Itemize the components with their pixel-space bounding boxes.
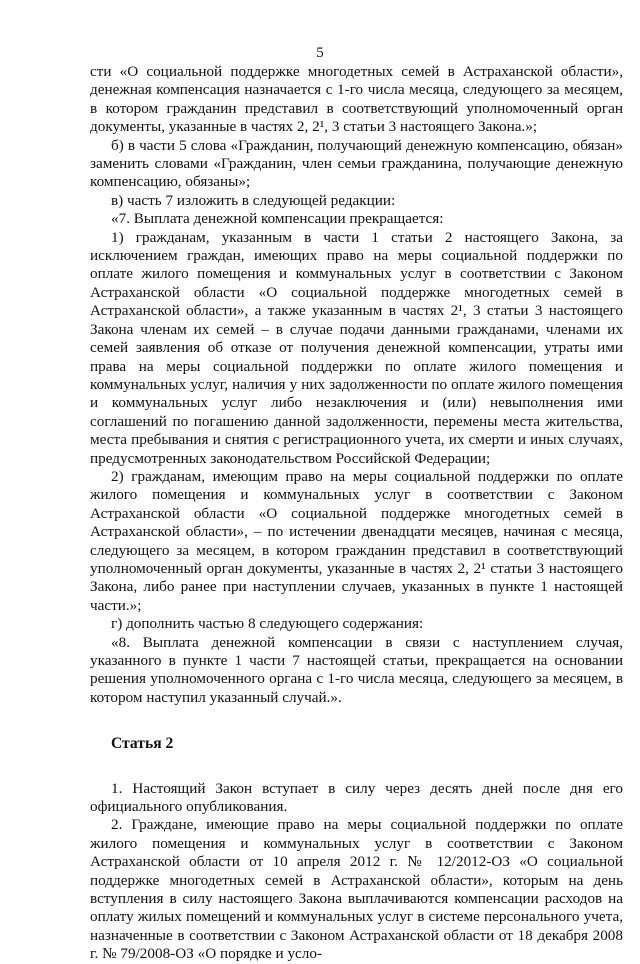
paragraph-continuation: сти «О социальной поддержке многодетных семей в Астраханской области», денежная компенсация назначается с 1-го числа месяца, следующего за месяцем, в котором гражданин представил в соответствующий уполномоченный орган документы, указанные в частях 2, 2¹, 3 статьи 3 настоящего Закона.»; — [90, 63, 623, 136]
paragraph-item-g: г) дополнить частью 8 следующего содержания: — [111, 615, 424, 633]
paragraph-article-2-part-1: 1. Настоящий Закон вступает в силу через десять дней после дня его официального опубликования. — [90, 779, 623, 816]
paragraph-item-b: б) в части 5 слова «Гражданин, получающий денежную компенсацию, обязан» заменить словами «Гражданин, член семьи гражданина, получающие денежную компенсацию, обязаны»; — [90, 136, 623, 191]
document-body — [90, 63, 623, 964]
page-number: 5 — [316, 45, 324, 61]
paragraph-part-8: «8. Выплата денежной компенсации в связи с наступлением случая, указанного в пункте 1 части 7 настоящей статьи, прекращается на основании решения уполномоченного органа с 1-го числа месяца, следующего за месяцем, в котором наступил указанный случай.». — [90, 633, 623, 706]
section-spacer — [90, 754, 623, 780]
paragraph-part-7-intro: «7. Выплата денежной компенсации прекращается: — [111, 210, 444, 228]
article-heading: Статья 2 — [111, 735, 174, 753]
paragraph-item-v: в) часть 7 изложить в следующей редакции: — [111, 191, 396, 209]
paragraph-article-2-part-2: 2. Граждане, имеющие право на меры социальной поддержки по оплате жилого помещения и коммунальных услуг в соответствии с Законом Астраханской области от 10 апреля 2012 г. № 12/2012-ОЗ «О социальной поддержке многодетных семей в Астраханской области», которым на день вступления в силу настоящего Закона выплачиваются компенсации расходов на оплату жилых помещений и коммунальных услуг в системе персонального учета, назначенные в соответствии с Законом Астраханской области от 18 декабря 2008 г. № 79/2008-ОЗ «О порядке и усло- — [90, 816, 623, 963]
paragraph-part-7-point-2: 2) гражданам, имеющим право на меры социальной поддержки по оплате жилого помещения и коммунальных услуг в соответствии с Законом Астраханской области «О социальной поддержке многодетных семей в Астраханской области», – по истечении двенадцати месяцев, начиная с месяца, следующего за месяцем, в котором гражданин представил в соответствующий уполномоченный орган документы, указанные в частях 2, 2¹ статьи 3 настоящего Закона, либо ранее при наступлении случаев, указанных в пункте 1 настоящей части.»; — [90, 467, 623, 614]
paragraph-part-7-point-1: 1) гражданам, указанным в части 1 статьи 2 настоящего Закона, за исключением граждан, имеющих право на меры социальной поддержки по оплате жилого помещения и коммунальных услуг в соответствии с Законом Астраханской области «О социальной поддержке многодетных семей в Астраханской области», а также указанным в частях 2¹, 3 статьи 3 настоящего Закона членам их семей – в случае подачи данными гражданами, членами их семей заявления об отказе от получения денежной компенсации, утраты ими права на меры социальной поддержки по оплате жилого помещения и коммунальных услуг, наличия у них задолженности по оплате жилого помещения и коммунальных услуг либо незаключения и (или) невыполнения ими соглашений по погашению данной задолженности, перемены места жительства, места пребывания и снятия с регистрационного учета, их смерти и иных случаях, предусмотренных законодательством Российской Федерации; — [90, 228, 623, 467]
section-spacer — [90, 707, 623, 735]
